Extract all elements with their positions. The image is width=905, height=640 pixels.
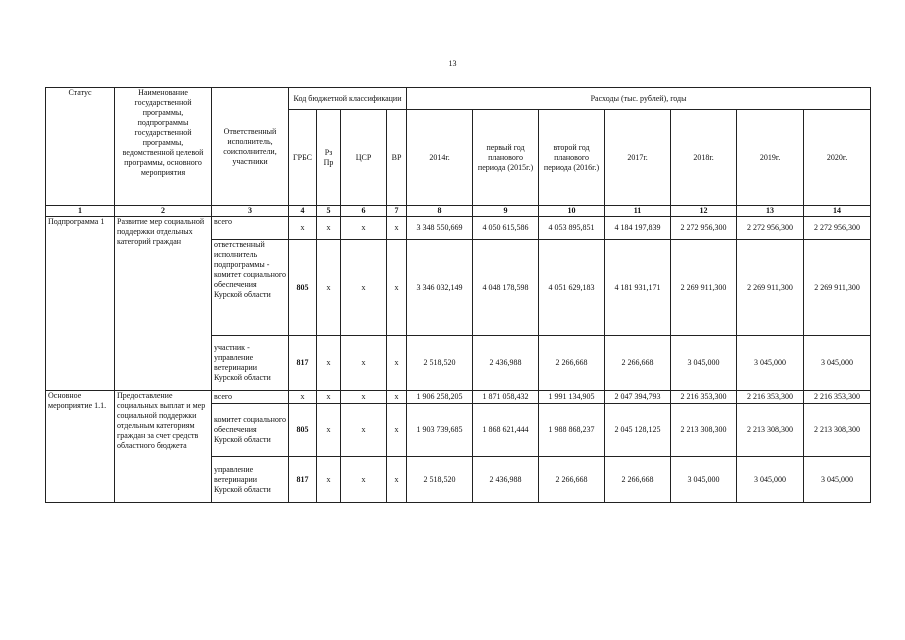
grbs-cell: x [289, 391, 317, 404]
rzpr-cell: x [317, 457, 341, 503]
col-num: 2 [115, 206, 212, 217]
responsible-cell: всего [212, 217, 289, 240]
value-cell: 1 868 621,444 [473, 404, 539, 457]
value-cell: 3 045,000 [671, 457, 737, 503]
table-row [46, 217, 871, 240]
value-cell: 3 045,000 [737, 336, 804, 391]
grbs-cell: 817 [289, 336, 317, 391]
header-rzpr: Рз Пр [317, 110, 341, 206]
col-num: 14 [804, 206, 871, 217]
rzpr-cell: x [317, 217, 341, 240]
col-num: 5 [317, 206, 341, 217]
vr-cell: x [387, 457, 407, 503]
col-num: 7 [387, 206, 407, 217]
value-cell: 1 906 258,205 [407, 391, 473, 404]
col-num: 3 [212, 206, 289, 217]
value-cell: 3 045,000 [671, 336, 737, 391]
header-2015: первый год планового периода (2015г.) [473, 110, 539, 206]
value-cell: 2 216 353,300 [804, 391, 871, 404]
csr-cell: x [341, 404, 387, 457]
table-row [46, 391, 871, 404]
rzpr-cell: x [317, 240, 341, 336]
value-cell: 4 053 895,851 [539, 217, 605, 240]
value-cell: 2 213 308,300 [804, 404, 871, 457]
name-cell: Предоставление социальных выплат и мер социальной поддержки отдельным категориям граждан за счет средств областного бюджета [115, 391, 212, 503]
header-expenses: Расходы (тыс. рублей), годы [407, 88, 871, 110]
col-num: 11 [605, 206, 671, 217]
rzpr-cell: x [317, 404, 341, 457]
value-cell: 1 903 739,685 [407, 404, 473, 457]
value-cell: 2 269 911,300 [737, 240, 804, 336]
value-cell: 2 216 353,300 [671, 391, 737, 404]
responsible-cell: управление ветеринарии Курской области [212, 457, 289, 503]
header-2016: второй год планового периода (2016г.) [539, 110, 605, 206]
value-cell: 1 991 134,905 [539, 391, 605, 404]
grbs-cell: 805 [289, 404, 317, 457]
value-cell: 2 266,668 [605, 457, 671, 503]
header-vr: ВР [387, 110, 407, 206]
col-num: 9 [473, 206, 539, 217]
col-num: 13 [737, 206, 804, 217]
grbs-cell: 805 [289, 240, 317, 336]
value-cell: 4 048 178,598 [473, 240, 539, 336]
header-name: Наименование государственной программы, подпрограммы государственной программы, ведомственной целевой программы, основного мероприятия [115, 88, 212, 206]
csr-cell: x [341, 457, 387, 503]
value-cell: 3 045,000 [804, 336, 871, 391]
col-num: 1 [46, 206, 115, 217]
value-cell: 2 266,668 [539, 457, 605, 503]
value-cell: 4 181 931,171 [605, 240, 671, 336]
value-cell: 2 266,668 [605, 336, 671, 391]
responsible-cell: всего [212, 391, 289, 404]
status-cell: Основное мероприятие 1.1. [46, 391, 115, 503]
vr-cell: x [387, 404, 407, 457]
col-num: 6 [341, 206, 387, 217]
vr-cell: x [387, 217, 407, 240]
page-number: 13 [448, 59, 457, 68]
value-cell: 2 047 394,793 [605, 391, 671, 404]
header-responsible: Ответственный исполнитель, соисполнители, участники [212, 88, 289, 206]
value-cell: 2 272 956,300 [804, 217, 871, 240]
responsible-cell: ответственный исполнитель подпрограммы - комитет социального обеспечения Курской области [212, 240, 289, 336]
value-cell: 3 045,000 [804, 457, 871, 503]
value-cell: 2 213 308,300 [737, 404, 804, 457]
header-2019: 2019г. [737, 110, 804, 206]
csr-cell: x [341, 391, 387, 404]
rzpr-cell: x [317, 336, 341, 391]
value-cell: 4 184 197,839 [605, 217, 671, 240]
csr-cell: x [341, 240, 387, 336]
value-cell: 4 051 629,183 [539, 240, 605, 336]
rzpr-cell: x [317, 391, 341, 404]
csr-cell: x [341, 336, 387, 391]
responsible-cell: участник - управление ветеринарии Курской области [212, 336, 289, 391]
column-numbers-row [46, 206, 871, 217]
value-cell: 3 348 550,669 [407, 217, 473, 240]
name-cell: Развитие мер социальной поддержки отдельных категорий граждан [115, 217, 212, 391]
value-cell: 2 518,520 [407, 336, 473, 391]
value-cell: 2 272 956,300 [737, 217, 804, 240]
header-2014: 2014г. [407, 110, 473, 206]
col-num: 10 [539, 206, 605, 217]
header-csr: ЦСР [341, 110, 387, 206]
value-cell: 1 871 058,432 [473, 391, 539, 404]
value-cell: 3 045,000 [737, 457, 804, 503]
vr-cell: x [387, 240, 407, 336]
header-2018: 2018г. [671, 110, 737, 206]
header-grbs: ГРБС [289, 110, 317, 206]
header-2017: 2017г. [605, 110, 671, 206]
status-cell: Подпрограмма 1 [46, 217, 115, 391]
value-cell: 2 216 353,300 [737, 391, 804, 404]
header-2020: 2020г. [804, 110, 871, 206]
value-cell: 2 518,520 [407, 457, 473, 503]
col-num: 8 [407, 206, 473, 217]
value-cell: 1 988 868,237 [539, 404, 605, 457]
value-cell: 3 346 032,149 [407, 240, 473, 336]
budget-table [45, 87, 871, 503]
value-cell: 2 045 128,125 [605, 404, 671, 457]
value-cell: 2 266,668 [539, 336, 605, 391]
value-cell: 2 269 911,300 [671, 240, 737, 336]
col-num: 12 [671, 206, 737, 217]
col-num: 4 [289, 206, 317, 217]
responsible-cell: комитет социального обеспечения Курской области [212, 404, 289, 457]
grbs-cell: 817 [289, 457, 317, 503]
grbs-cell: x [289, 217, 317, 240]
vr-cell: x [387, 336, 407, 391]
value-cell: 2 213 308,300 [671, 404, 737, 457]
value-cell: 2 436,988 [473, 336, 539, 391]
header-budget-code: Код бюджетной классификации [289, 88, 407, 110]
csr-cell: x [341, 217, 387, 240]
value-cell: 4 050 615,586 [473, 217, 539, 240]
header-status: Статус [46, 88, 115, 206]
value-cell: 2 272 956,300 [671, 217, 737, 240]
vr-cell: x [387, 391, 407, 404]
value-cell: 2 436,988 [473, 457, 539, 503]
value-cell: 2 269 911,300 [804, 240, 871, 336]
